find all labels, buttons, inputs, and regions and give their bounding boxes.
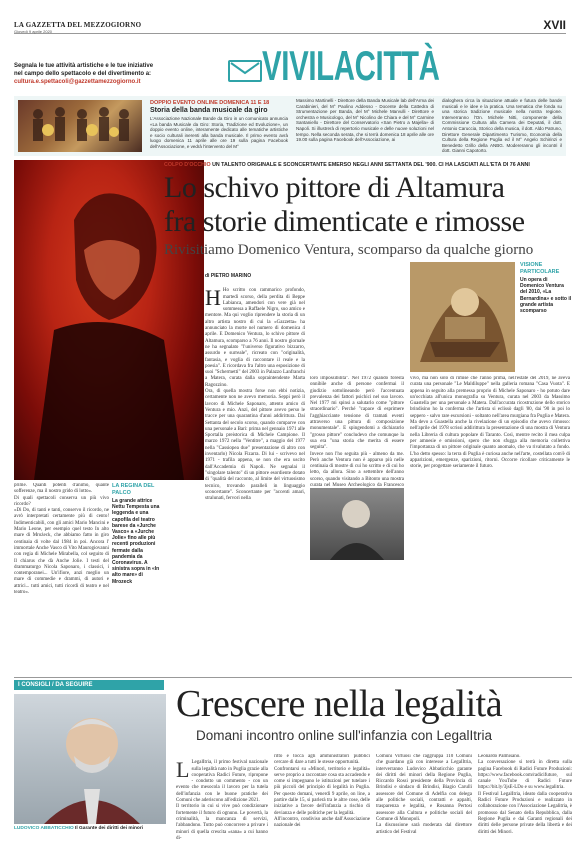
consigli-col-3: Comuni Virtuosi che raggruppa 110 Comuni che guardano già con interesse a LegalItria, interverranno Ludovico Abbaticchio garante dei diritti dei minori della Regione Puglia, Riccardo Rossi presidente della Provincia di Brindisi e sindaco di Brindisi, Biagio Carulli assessore del Comune di Adelfia con delega alle politiche sociali, contratti e appalti, trasparenza e legalità, e Rosanna Pertosi assessore alla Cultura e politiche sociali del Comune di Monopoli. La discussione sarà moderata dal direttore artistico del Festival <box>376 754 472 835</box>
consigli-col-1-text: LegalItria, il primo festival nazionale sulla legalità nato in Puglia grazie alla cooperativa Radici Future, ripropone - condotto un commento - con un evento che mesocola il lavoro per la tutela dell'infanzia con le buone pratiche dei Comuni che aderiscono all'edizione 2021. Il territorio in cui si vive può condizionare fortemente il futuro di ognuno. Le povertà, la criminalità, la mancanza di servizi, l'abbandono. Tutto può concorrere a privare i minori di quella crescita «sana» a cui hanno di- <box>176 760 268 840</box>
main-col-1 <box>205 282 305 666</box>
caption-right-title: VISIONE PARTICOLARE <box>520 262 560 275</box>
brief-photo <box>18 100 142 152</box>
consigli-subhead: Domani incontro online sull'infanzia con LegalItria <box>196 728 492 743</box>
pullquote-text: La grande attrice Nettu Tempesta una leggenda e una capofila del teatro barese da «Jurche Vasco» a «Jurche Jolie» fino alle più recenti produzioni fermate dalla pandemia da Coronavirus. A sinistra sopra in «In alto mare» di Mrozeck <box>112 498 160 585</box>
caption-right-text: Un opera di Domenico Ventura del 2010, «La Bernardina» e sotto il grande artista scomparso <box>520 277 572 315</box>
interview-text: prime. Quanti potenti d'animo, quante sofferenze, ma il nostro grido di lotto». Di quali spettacoli conserva un più vivo ricordo? «Di Do, di tanti e tanti, conservo il ricordo, ne avrò interpretati certamente più di cento! Indimenticabili, con gli amici Mario Mancini e Mario Leone, per esempio quel testo In alto mare di Mrożeck, che abbiamo fatto in giro centinaia di volte dal 1984 in poi. Ancora l' immortale Anche Vasco di Vito Maurogiovanni con regia di Michele Mirabella, col seguito di Il chiarus che dà Anche Jolie. I testi del drammaturgo Nicola Saponaro, i classici, i contemporanei... Un'ifiore, anzi meglio un mare di commedie e drammi, di autori e attrici... tutti amici, tutti ricordi di teatro e nel teatro». <box>14 483 109 596</box>
brief-kicker: DOPPIO EVENTO ONLINE DOMENICA 11 E 18 <box>150 100 270 106</box>
promo-line-2: nel campo dello spettacolo e del divertimento a: <box>14 71 152 77</box>
artist-photo <box>310 488 404 560</box>
masthead <box>14 20 566 34</box>
main-col-3: vivo, ma non solo di rimise che l'anno prima, nell'estate del 2019, ne aveva curata una personale "Le Maldiluppe" nella galleria romana "Casa Vuota". E appena in seguito alla premessa proprio di Michele Saponaro - ho potuto dare un'occhiata all'unica monografia su Ventura, curata nel 2003 da Massimo Guastella per una personale a Matera. Dall'accurata ricostruzione dello storico brindisino ho la conferma che l'artista si eclissò dagli '80, dai '90 in poi lo seppero - salvo rare escursioni - soltanto nell'area murgiana fra Puglia e Matera. Ma devo a Guastella anche la rivelazione di un episodio che avevo rimosso: nell'aprile del 1978 scrissi addirittura la presentazione di una mostra di Ventura nella Libreria di cultura popolare di Taranto. Così, mentre recito il mea culpa per amnesie e omissioni, spero che non sfugga alla memoria collettiva l'importanza di un pittore originale quanto anomalo, che va rivalutato a fondo. L'ho detto spesso: la terra di Puglia è curiosa anche nell'arte, costellata com'è di apparizioni, emergenze, sparizioni, ritorni. Occorre ricollare criticamente le storie, per progettare seriamente il futuro. <box>410 376 570 470</box>
masthead-date: Giovedì 9 aprile 2020 <box>14 29 53 34</box>
promo-email[interactable]: cultura.e.spettacoli@gazzettamezzogiorno.it <box>14 79 141 85</box>
page-number: XVII <box>543 18 566 32</box>
garante-caption <box>14 826 166 831</box>
caption-right <box>520 262 572 372</box>
consigli-col-4: Leonardo Palmisano. La conversazione si terrà in diretta sulla pagina Facebook di Radici Future Produzioni: https://www.facebook.com/radicifuture, sul canale YouTube di Radici Future https://bit.ly/3jsE-LDo e su www.legalitria. Il Festival LegalItria, ideato dalla cooperativa Radici Future Produzioni e realizzato in collaborazione con l'Associazione Legalitria, è promosso dal Senato della Repubblica, dalla Regione Puglia e dai Garanti regionali dei diritti delle persone private della libertà e dei diritti dei Minori. <box>478 754 572 835</box>
masthead-paper: LA GAZZETTA DEL MEZZOGIORNO <box>14 21 142 29</box>
consigli-divider <box>14 677 572 678</box>
garante-role: Il Garante dei diritti dei minori <box>75 826 144 831</box>
byline: di PIETRO MARINO <box>205 273 252 279</box>
envelope-icon <box>228 60 262 82</box>
consigli-col-1 <box>176 754 268 840</box>
drop-cap: H <box>205 285 221 311</box>
main-kicker <box>164 162 574 168</box>
consigli-drop-cap: L <box>176 757 190 783</box>
brief-text-1: L'Associazione Nazionale Bande da Giro in un comunicato annuncia «La banda Musicale da Giro: Storia, Tradizione ed Evoluzione», un doppio evento online, interamente dedicato alle tematiche artistiche e socio culturali inerenti alla banda musicale. Il primo evento avrà luogo domenica 11 aprile alle ore 19 sulla pagina Facebook dell'Associazione, e vedrà l'intervento del M° <box>150 116 288 149</box>
promo-line-1: Segnala le tue attività artistiche e le tue iniziative <box>14 63 154 69</box>
consigli-col-2: ritto e tocca agli amministratori pubblici cercare di dare a tutti le stesse opportunità. Confrontarsi su «Minori, territorio e legalità» serve proprio a raccontare cosa sta accadendo e come si impegnano le istituzioni per tutelare i più piccoli del principio di legalità in Puglia. Per questo domani, venerdì 9 aprile, on line, a partire dalle 15, si parlerà tra le altre cose, delle iniziative a favore dell'infanzia a rischio di devianza e delle politiche per la legalità. All'incontro, condiviso anche dall'Associazione nazionale dei <box>274 754 370 829</box>
section-title: VIVILACITTÀ <box>262 42 440 89</box>
main-kicker-rest: UN TALENTO ORIGINALE E SCONCERTANTE EMERSO NEGLI ANNI SETTANTA DEL '900. CI HA LASCIATI ALL'ETÀ DI 76 ANNI <box>212 162 530 168</box>
brief-title: Storia della banda musicale da giro <box>150 107 268 114</box>
main-subhead: Rivisitiamo Domenico Ventura, scomparso da qualche giorno <box>164 242 534 258</box>
pullquote-title: LA REGINA DEL PALCO <box>112 483 155 496</box>
garante-name: LUDOVICO ABBATICCHIO <box>14 826 74 831</box>
painting-photo <box>410 262 515 372</box>
consigli-headline: Crescere nella legalità <box>176 683 503 725</box>
main-col-2: loro impossibilità". Nel 1972 quando foresta onnibile anche di persone confermai il giudizio sottolineando però l'accentuata prevalenza dei fattori psichici nel suo lavoro. Nel 1977 mi spinsi a salutarlo come "pittore straordinario". Perché "capace di esprimere l'agghiacciante tensione di tramati eventi attraverso una pittura di composizione monumentale". E spingendomi a dichiararlo "grosso pittore" concludevo che comunque la sua era "una storia che merita di essere seguita". Invece non l'ho seguita più - almeno da me. Però anche Ventura non è apparso più nelle centinaia di mostre di cui ho scritto e di cui ho letto, da allora. Sino a settembre dell'anno scorso, quando visitando a Bitonto una mostra curata nel Museo Archeologico da Francesco <box>310 376 404 489</box>
consigli-label: I CONSIGLI / DA SEGUIRE <box>14 680 164 690</box>
main-col-1-text: Ho scritto con rammarico profondo, martedì scorso, della perdita di Beppe Labianca, amendori con vere già nel sommessa a Raffaele Nigro, suo amico e mentore. Ma qui voglio riprendere la storia di un altro artista nostro di cui la «Gazzetta» ha annunciato la morte nel numero di domenica 4 aprile. E Domenico Ventura, lo schivo pittore di Altamura, scomparso a 76 anni. Il nostro giornale ne ha segnalato "l'universo figurativo bizzarro, assurdo e surreale", ricreato con "originalità, fantasia, e voglia di raccontare il reale e la poesia". E ricordava fra l'altro una esposizione di suoi "Schermetti" del 2003 in Palazzo Lanfranchi a Matera, curata dalla sopraintendente Marta Ragozzino. Ora, di quella mostra forse non ebbi notizia, certamente non ne avevo memoria. Seppi però il lavoro di Michele Saponaro, attento amico di Ventura e mio. Anzi, del pittore avevo perso le tracce per una quarantina d'anni addirittura. Dai Settanta del secolo scorso, quando comparve con una personale a Bari: prima nel gennaio 1971 alle Sportalla preistorica di Michele Campione. Il marzo 1972 nella "Ventitre", a maggio del 1977 nella "Cassiopea due" presentazione di altro con inventarlo) Nicola Fizarra. Di lui - scrivevo nel 1971 - trafila appena, se non che era uscito dall'Accademia di Napoli. Ne segnalai il "singolare talento" di un pittore esordiente dotato di "qualità del racconto, al limite del virtuosismo tecnico, trovando paralleli in linguaggio sconcertante". Sconcertante per "accenti amari, stralunati, fervori nella <box>205 288 305 502</box>
main-headline-2: fra storie dimenticate e rimosse <box>164 205 525 238</box>
brief-text-2: Massimo Martinelli - Direttore della Banda Musicale lab dell'Arma dei Carabinieri, del M° Paolino Addesso - Docente della Cattedra di Strumentazione per Banda, del M° Michele Marvulli - Direttore e orchestra e Musicologo, del M° Nicolino de Chiara e del M° Carmine Santaniello - Direttore del Conservatorio «San Pietro a Majella» di Napoli. Si illustrerà di repertorio musicale e delle nuove soluzioni nel tempo. Nella seconda serata, che si terrà domenica 18 aprile alle ore 19.00 sulla pagina Facebook dell'Associazione, ai <box>296 98 434 143</box>
pullquote-left <box>112 483 160 593</box>
brief-text-3: dialoghera circa la situazione attuale e futura delle bande musicali e le idee e la pratica. Una tematica che fonda su una storica tradizione musicale nella nostra regione. Interverranno l'On. Michele Nitti, componente della Commissione Cultura alla Camera dei Deputati, il dott. Antonio Caruccia, Storico della musica, il dott. Aldo Patruno, Direttore Generale Dipartimento Turismo, Economia della Cultura della Regione Puglia ed il M° Angelo Schirinzi e Benedetto Grillo della ANBG. Modereranno gli incontri il dott. Gianni Capotorto. <box>442 98 562 154</box>
garante-photo <box>14 694 166 824</box>
brief-box <box>14 96 566 156</box>
main-headline-1: Lo schivo pittore di Altamura <box>164 171 505 204</box>
main-kicker-red: COLPO D'OCCHIO <box>164 162 211 168</box>
